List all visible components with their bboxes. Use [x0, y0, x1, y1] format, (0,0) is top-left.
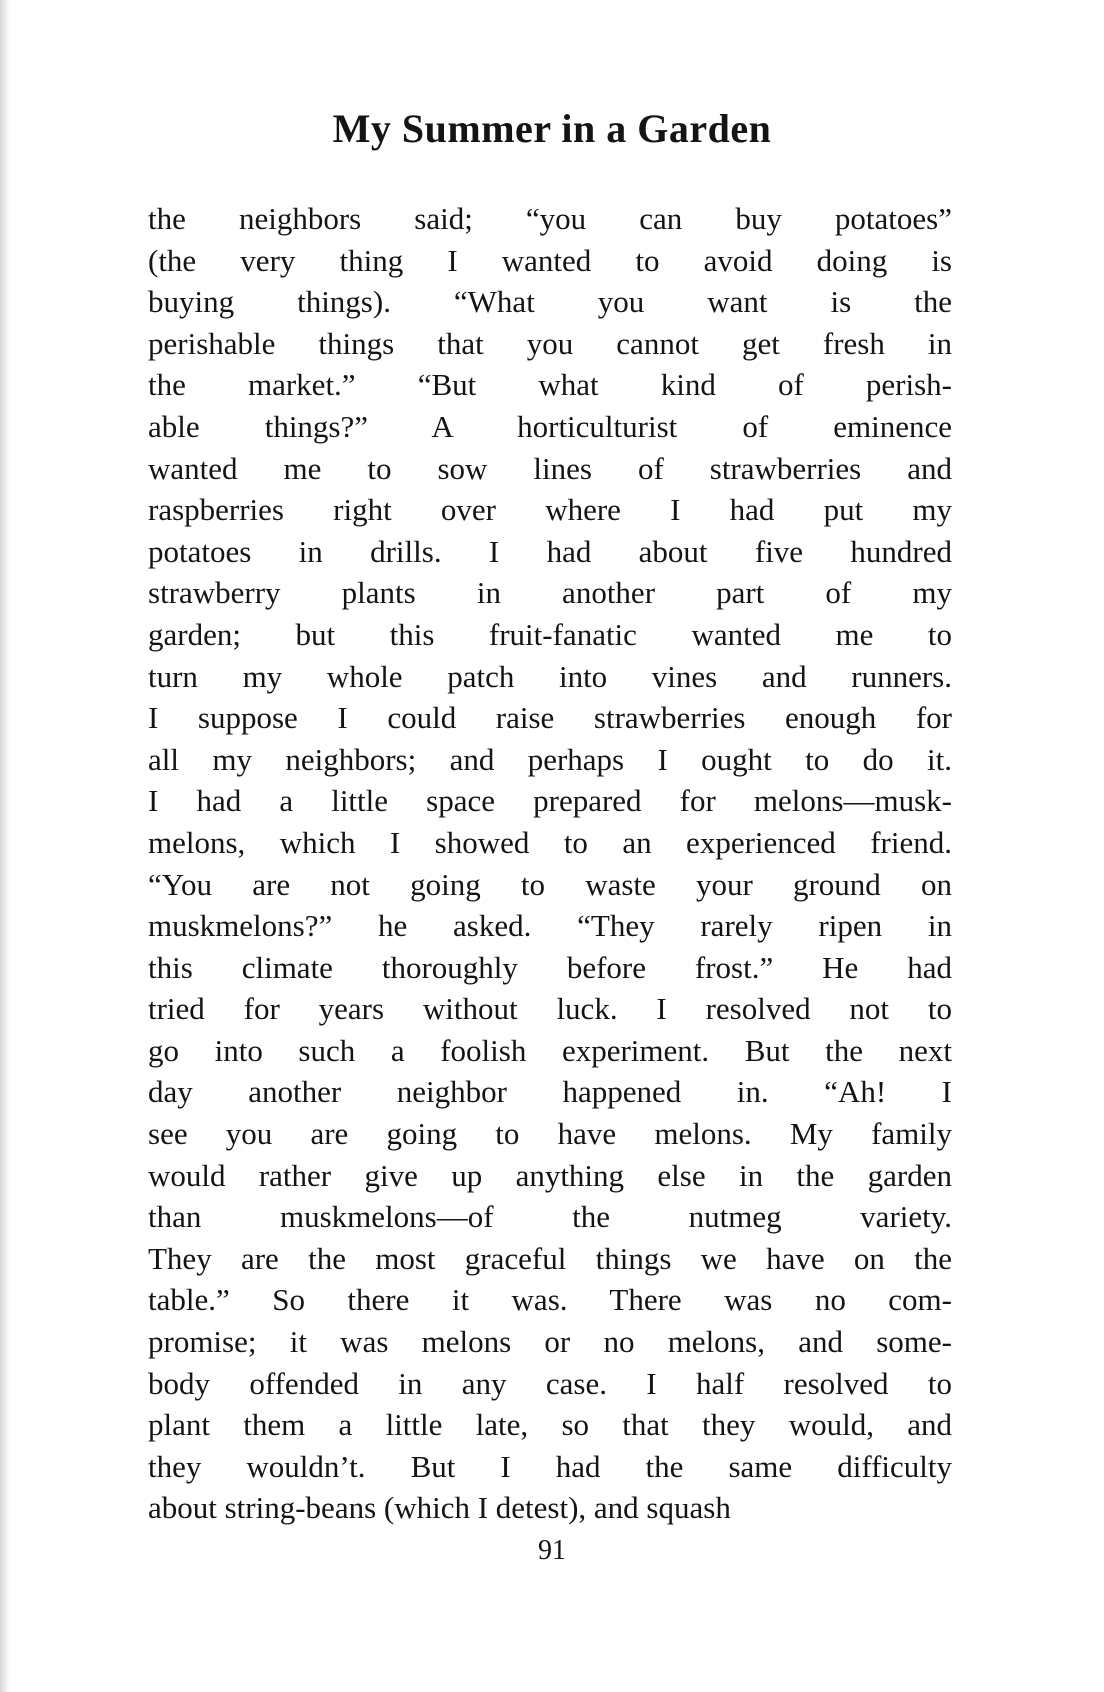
text-line: turn my whole patch into vines and runners.	[148, 658, 952, 694]
text-line: promise; it was melons or no melons, and some-	[148, 1324, 952, 1360]
text-line: raspberries right over where I had put my	[148, 492, 952, 528]
text-line: the neighbors said; “you can buy potatoes”	[148, 201, 952, 236]
text-line: would rather give up anything else in the garden	[148, 1157, 952, 1193]
text-line: all my neighbors; and perhaps I ought to do it.	[148, 741, 952, 777]
text-line: garden; but this fruit-fanatic wanted me to	[148, 616, 952, 652]
text-line: strawberry plants in another part of my	[148, 575, 952, 611]
text-line: (the very thing I wanted to avoid doing is	[148, 242, 952, 278]
binding-edge	[0, 0, 10, 1692]
text-line: table.” So there it was. There was no com-	[148, 1282, 952, 1318]
body-text	[148, 198, 952, 1529]
text-line: “You are not going to waste your ground on	[148, 866, 952, 902]
text-line: able things?” A horticulturist of eminence	[148, 408, 952, 444]
text-line: They are the most graceful things we have on the	[148, 1240, 952, 1276]
text-line: plant them a little late, so that they would, and	[148, 1407, 952, 1443]
text-line: see you are going to have melons. My family	[148, 1116, 952, 1152]
page-number: 91	[538, 1535, 566, 1566]
text-line: buying things). “What you want is the	[148, 284, 952, 320]
text-line: go into such a foolish experiment. But the next	[148, 1032, 952, 1068]
text-line: tried for years without luck. I resolved not to	[148, 991, 952, 1027]
text-line: wanted me to sow lines of strawberries and	[148, 450, 952, 486]
text-line: I suppose I could raise strawberries enough for	[148, 700, 952, 736]
text-line: about string-beans (which I detest), and squash	[148, 1490, 731, 1526]
page-title: My Summer in a Garden	[332, 106, 772, 151]
text-line: I had a little space prepared for melons—musk-	[148, 783, 952, 819]
text-line: this climate thoroughly before frost.” He had	[148, 949, 952, 985]
text-line: body offended in any case. I half resolved to	[148, 1365, 952, 1401]
text-line: day another neighbor happened in. “Ah! I	[148, 1074, 952, 1110]
text-line: perishable things that you cannot get fresh in	[148, 325, 952, 361]
text-line: than muskmelons—of the nutmeg variety.	[148, 1199, 952, 1235]
text-line: melons, which I showed to an experienced friend.	[148, 824, 952, 860]
text-line: the market.” “But what kind of perish-	[148, 367, 952, 403]
text-line: potatoes in drills. I had about five hundred	[148, 533, 952, 569]
text-line: muskmelons?” he asked. “They rarely ripen in	[148, 908, 952, 944]
text-line: they wouldn’t. But I had the same difficulty	[148, 1448, 952, 1484]
